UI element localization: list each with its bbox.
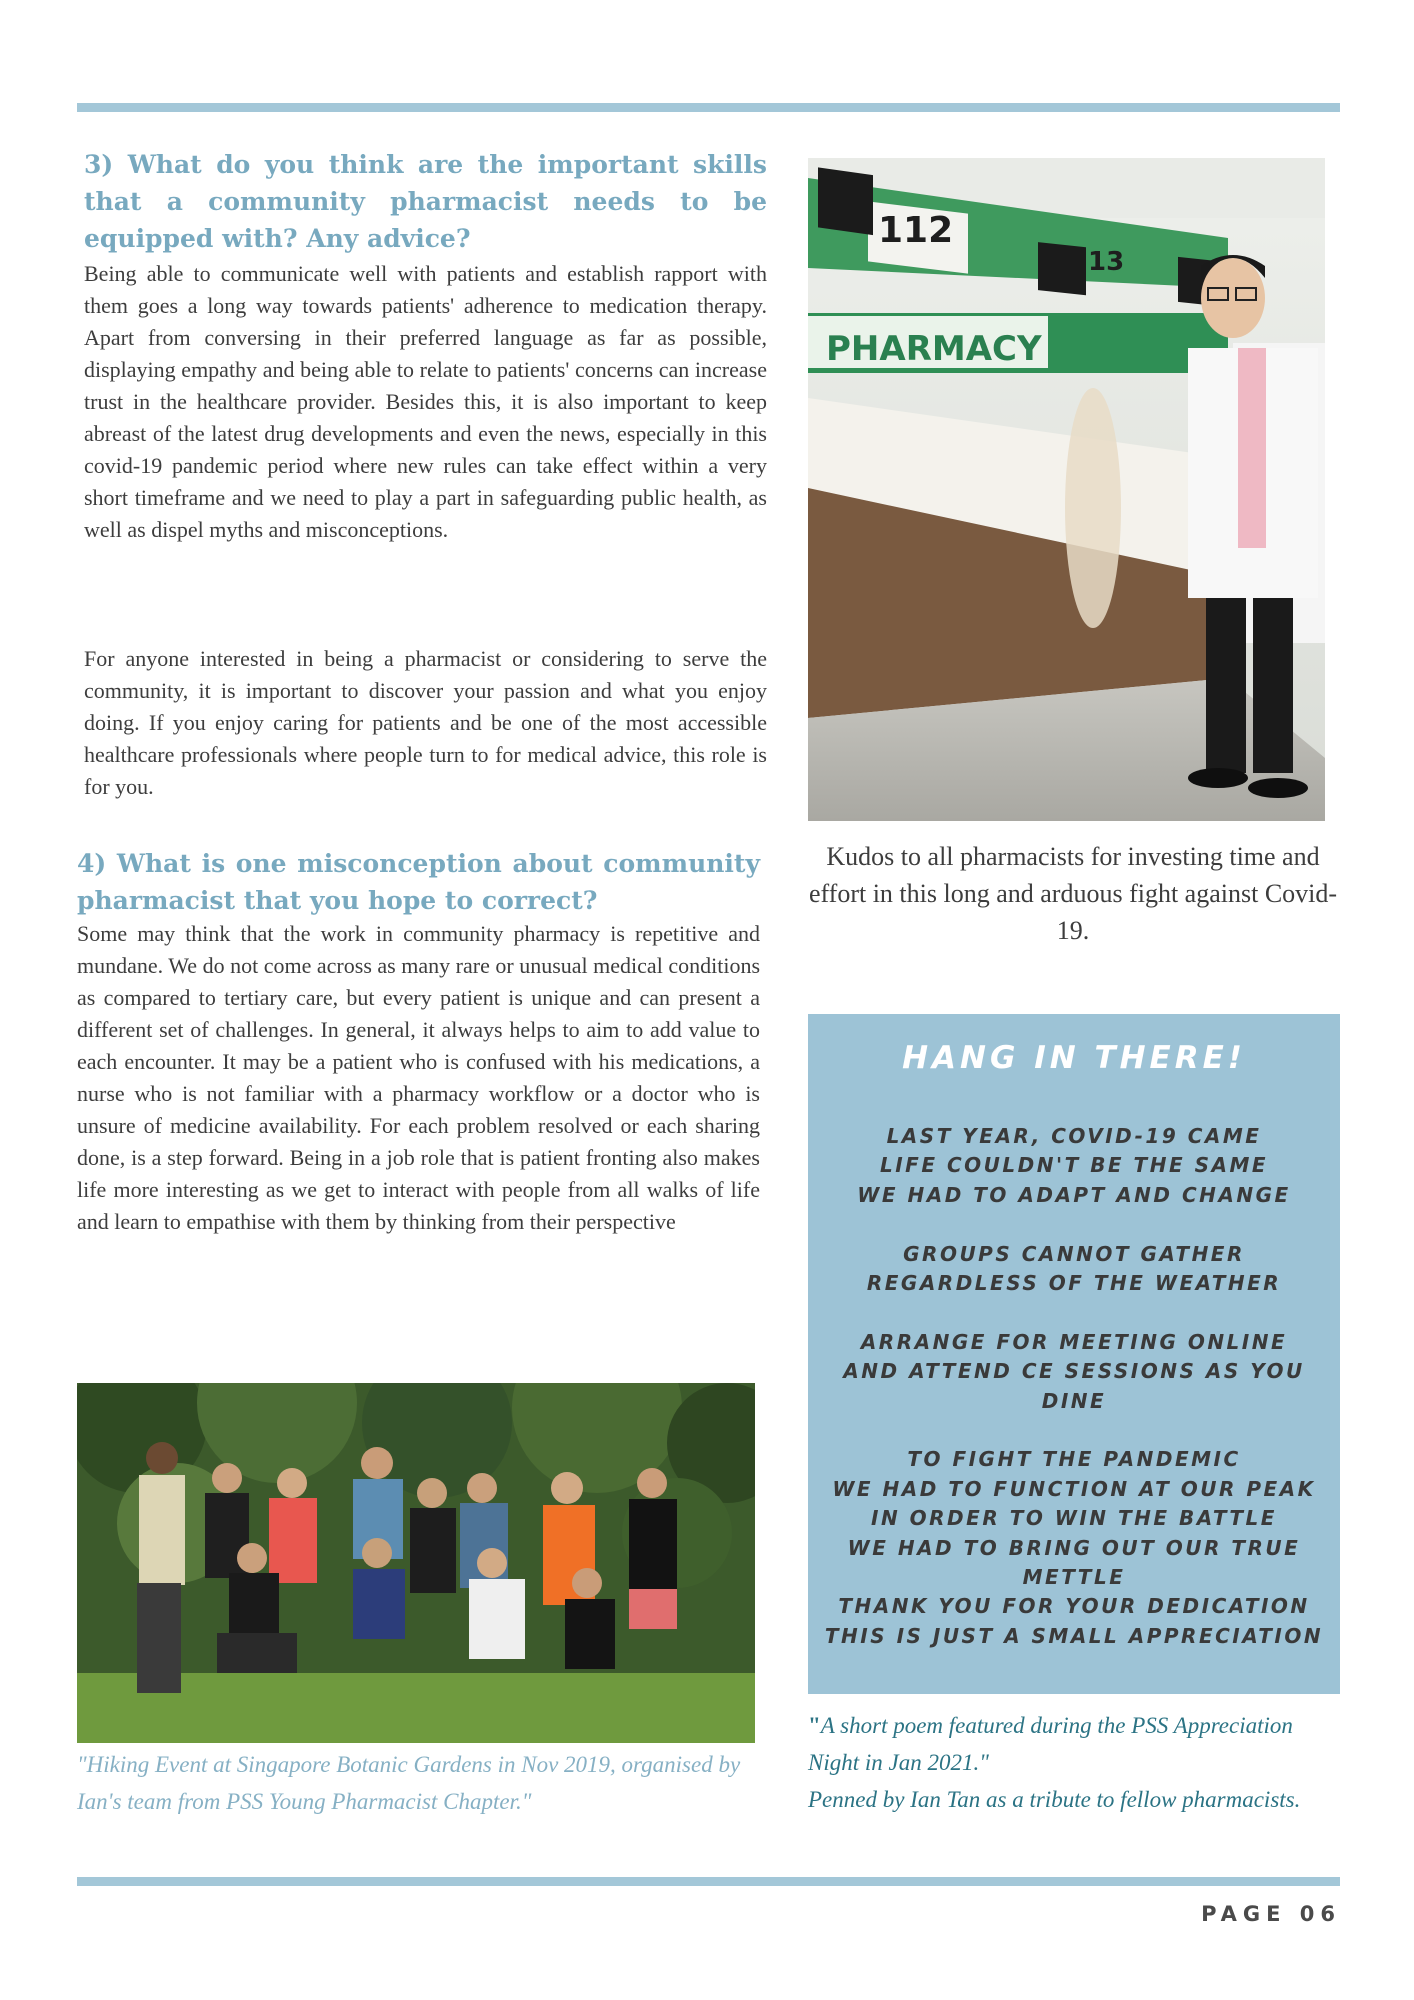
poem-line: TO FIGHT THE PANDEMIC [907,1447,1241,1472]
poem-title: HANG IN THERE! [902,1040,1246,1076]
poem-line: WE HAD TO FUNCTION AT OUR PEAK [832,1476,1316,1501]
poem-line: THIS IS JUST A SMALL APPRECIATION [824,1623,1324,1648]
poem-caption-line-2: Penned by Ian Tan as a tribute to fellow pharmacists. [808,1787,1301,1812]
poem-caption [808,1707,1343,1818]
poem-line: WE HAD TO ADAPT AND CHANGE [857,1182,1291,1207]
poem-stanza-break [808,1210,1340,1239]
page-number: PAGE 06 [1201,1902,1341,1926]
question-3-heading: 3) What do you think are the important skills that a community pharmacist needs to be equipped with? Any advice? [84,150,767,253]
poem-lines [808,1122,1340,1651]
poem-line: AND ATTEND CE SESSIONS AS YOU DINE [843,1359,1305,1413]
question-3-answer-para-2: For anyone interested in being a pharmacist or considering to serve the community, it is important to discover your passion and what you enjoy doing. If you enjoy caring for patients and be one of the most accessible healthcare professionals where people turn to for medical advice, this role is for you. [84,646,767,799]
poem-stanza-break [808,1298,1340,1327]
poem-line: ARRANGE FOR MEETING ONLINE [860,1329,1288,1354]
counter-number-112: 112 [878,210,954,251]
poem-line: LAST YEAR, COVID-19 CAME [886,1124,1262,1148]
poem-caption-line-1: A short poem featured during the PSS Appreciation Night in Jan 2021." [808,1713,1293,1775]
poem-line: WE HAD TO BRING OUT OUR TRUE [847,1535,1301,1560]
poem-caption-quote-mark: " [808,1713,821,1738]
top-divider [77,103,1340,112]
pharmacy-sign-text: PHARMACY [826,329,1042,369]
poem-line: IN ORDER TO WIN THE BATTLE [871,1506,1277,1531]
hiking-photo-caption: "Hiking Event at Singapore Botanic Gardens in Nov 2019, organised by Ian's team from PSS Young Pharmacist Chapter." [77,1752,741,1814]
poem-line: METTLE [1022,1565,1126,1590]
poem-stanza-break [808,1416,1340,1445]
pharmacist-photo [808,158,1325,821]
question-4-heading: 4) What is one misconception about community pharmacist that you hope to correct? [77,849,760,915]
bottom-divider [77,1877,1340,1886]
poem-line: REGARDLESS OF THE WEATHER [866,1271,1282,1296]
poem-box [808,1014,1340,1694]
counter-number-13: 13 [1088,247,1125,277]
hiking-group-photo [77,1383,755,1743]
poem-line: GROUPS CANNOT GATHER [903,1241,1245,1266]
question-4-answer: Some may think that the work in community pharmacy is repetitive and mundane. We do not come across as many rare or unusual medical conditions as compared to tertiary care, but every patient is unique and can present a different set of challenges. In general, it always helps to aim to add value to each encounter. It may be a patient who is confused with his medications, a nurse who is not familiar with a pharmacy workflow or a doctor who is unsure of medicine availability. For each problem resolved or each sharing done, is a step forward. Being in a job role that is patient fronting also makes life more interesting as we get to interact with people from all walks of life and learn to empathise with them by thinking from their perspective [77,921,760,1234]
question-3-answer-para-1: Being able to communicate well with patients and establish rapport with them goes a long way towards patients' adherence to medication therapy. Apart from conversing in their preferred language as far as possible, displaying empathy and being able to relate to patients' concerns can increase trust in the healthcare provider. Besides this, it is also important to keep abreast of the latest drug developments and even the news, especially in this covid-19 pandemic period where new rules can take effect within a very short timeframe and we need to play a part in safeguarding public health, as well as dispel myths and misconceptions. [84,261,767,542]
poem-line: LIFE COULDN'T BE THE SAME [879,1153,1269,1178]
pharmacist-photo-caption: Kudos to all pharmacists for investing time and effort in this long and arduous fight against Covid-19. [808,842,1338,945]
poem-line: THANK YOU FOR YOUR DEDICATION [838,1594,1310,1619]
